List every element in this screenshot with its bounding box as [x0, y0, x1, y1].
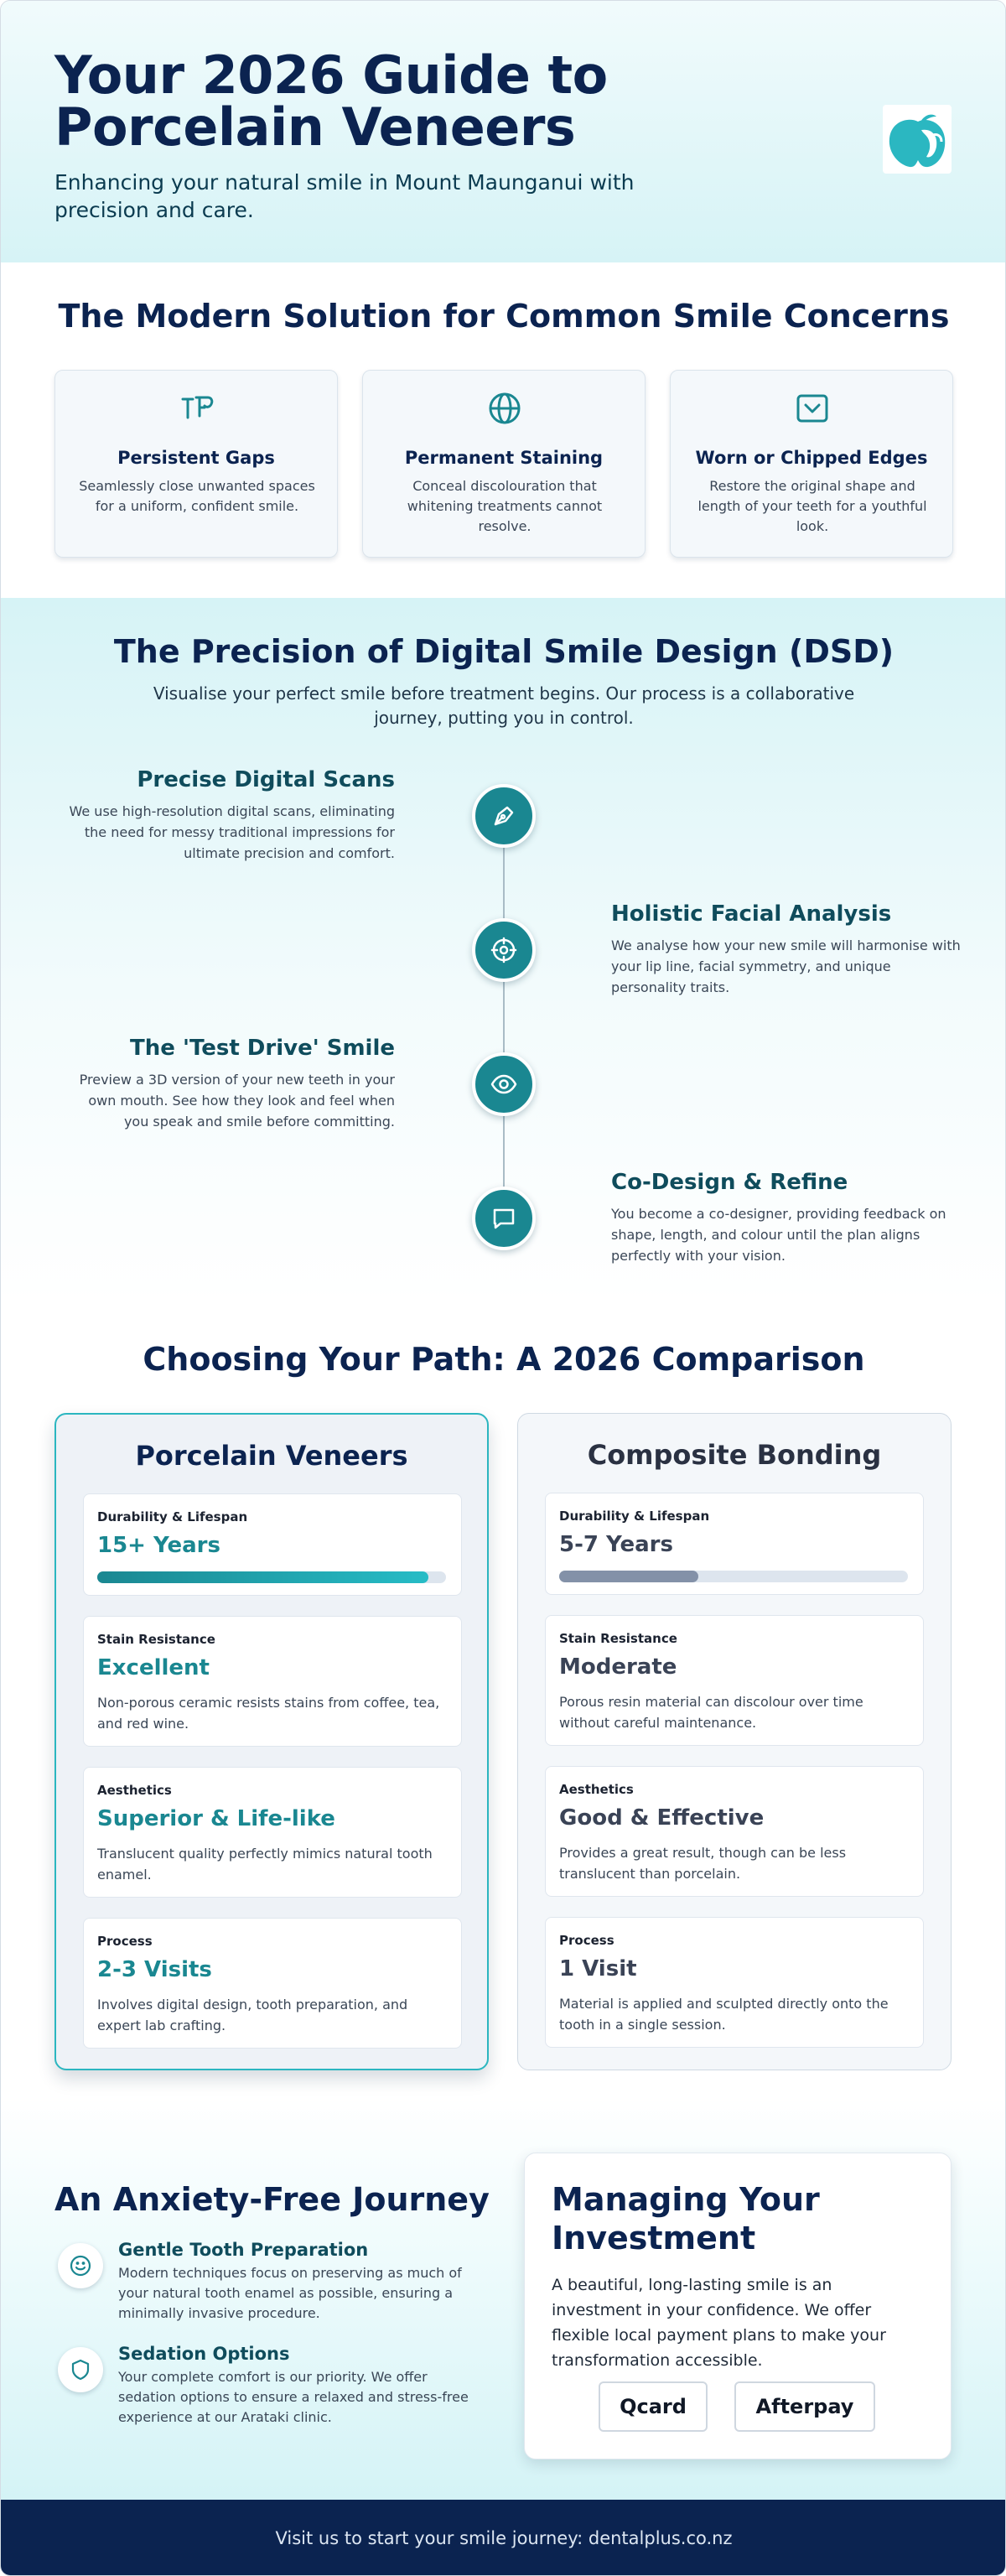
- journey-item-text: Your complete comfort is our priority. We offer sedation options to ensure a relaxed and stress-free experience at our Arataki clinic.: [118, 2369, 469, 2425]
- concern-text: Conceal discolouration that whitening treatments cannot resolve.: [407, 478, 603, 534]
- metric-durability: [545, 1493, 924, 1595]
- metric-label: Process: [559, 1933, 614, 1948]
- metric-value: Good & Effective: [559, 1805, 765, 1831]
- concern-title: Worn or Chipped Edges: [695, 448, 928, 468]
- hero-subtitle: Enhancing your natural smile in Mount Maunganui with precision and care.: [54, 170, 635, 222]
- dsd-section: [1, 598, 1006, 1302]
- concern-card-worn: [670, 370, 953, 558]
- investment-card: [524, 2153, 952, 2459]
- metric-process: [83, 1918, 462, 2049]
- smile-icon: [58, 2243, 103, 2288]
- page-title: Your 2026 Guide to Porcelain Veneers: [54, 44, 608, 158]
- concern-card-gaps: [54, 370, 338, 558]
- chevron-box-icon: [795, 391, 830, 426]
- tooth-logo-icon: [883, 105, 952, 174]
- journey-title: An Anxiety-Free Journey: [54, 2181, 490, 2218]
- step-text: Preview a 3D version of your new teeth in your own mouth. See how they look and feel when you speak and smile before committing.: [79, 1072, 395, 1130]
- metric-desc: Material is applied and sculpted directly onto the tooth in a single session.: [559, 1996, 889, 2033]
- concern-text: Restore the original shape and length of your teeth for a youthful look.: [697, 478, 927, 534]
- metric-label: Stain Resistance: [97, 1632, 215, 1647]
- durability-bar: [97, 1571, 446, 1583]
- metric-label: Stain Resistance: [559, 1631, 677, 1646]
- metric-desc: Porous resin material can discolour over time without careful maintenance.: [559, 1694, 863, 1731]
- investment-text: A beautiful, long-lasting smile is an investment in your confidence. We offer flexible local payment plans to make your transformation accessible.: [552, 2276, 886, 2370]
- dsd-title: The Precision of Digital Smile Design (DSD): [113, 633, 895, 670]
- metric-value: Moderate: [559, 1654, 677, 1680]
- step-title: Co-Design & Refine: [611, 1170, 848, 1195]
- metric-desc: Translucent quality perfectly mimics natural tooth enamel.: [97, 1846, 433, 1883]
- hero-section: [1, 1, 1006, 262]
- durability-bar-fill: [559, 1571, 698, 1582]
- metric-durability: [83, 1493, 462, 1596]
- metric-aesthetics: [545, 1766, 924, 1897]
- shield-icon: [58, 2347, 103, 2392]
- durability-bar: [559, 1571, 908, 1582]
- qcard-button[interactable]: Qcard: [599, 2381, 708, 2432]
- step-title: The 'Test Drive' Smile: [130, 1036, 395, 1061]
- metric-label: Aesthetics: [97, 1783, 172, 1798]
- durability-bar-fill: [97, 1571, 428, 1583]
- metric-label: Process: [97, 1934, 153, 1949]
- step-text: We use high-resolution digital scans, eliminating the need for messy traditional impressions for ultimate precision and comfort.: [69, 803, 395, 861]
- pen-nib-icon: [472, 784, 536, 848]
- veneers-card: [54, 1413, 489, 2070]
- bonding-title: Composite Bonding: [587, 1439, 882, 1471]
- timeline-line: [503, 808, 505, 1210]
- metric-label: Durability & Lifespan: [97, 1509, 248, 1524]
- chat-icon: [472, 1187, 536, 1250]
- metric-desc: Involves digital design, tooth preparation, and expert lab crafting.: [97, 1997, 408, 2033]
- metric-value: 5-7 Years: [559, 1532, 673, 1557]
- metric-value: Excellent: [97, 1655, 210, 1680]
- step-title: Precise Digital Scans: [137, 767, 395, 792]
- metric-label: Aesthetics: [559, 1782, 634, 1797]
- crosshair-icon: [472, 918, 536, 982]
- concerns-title: The Modern Solution for Common Smile Concerns: [58, 298, 950, 335]
- metric-stain-resistance: [545, 1615, 924, 1746]
- investment-title: Managing Your Investment: [552, 2181, 820, 2257]
- veneers-title: Porcelain Veneers: [135, 1440, 408, 1472]
- tooth-gap-icon: [179, 391, 215, 426]
- step-text: We analyse how your new smile will harmonise with your lip line, facial symmetry, and unique personality traits.: [611, 937, 961, 995]
- comparison-title: Choosing Your Path: A 2026 Comparison: [143, 1341, 865, 1378]
- metric-value: 2-3 Visits: [97, 1957, 212, 1982]
- metric-value: 15+ Years: [97, 1533, 220, 1558]
- concern-title: Permanent Staining: [404, 448, 604, 468]
- dsd-subtitle: Visualise your perfect smile before treatment begins. Our process is a collaborative journey, putting you in control.: [153, 683, 855, 728]
- footer-link[interactable]: Visit us to start your smile journey: dentalplus.co.nz: [275, 2528, 733, 2548]
- concern-text: Seamlessly close unwanted spaces for a uniform, confident smile.: [79, 478, 315, 514]
- bottom-section: [1, 2097, 1006, 2500]
- metric-value: Superior & Life-like: [97, 1806, 335, 1831]
- concern-title: Persistent Gaps: [117, 448, 275, 468]
- footer: [1, 2500, 1006, 2576]
- metric-desc: Provides a great result, though can be less translucent than porcelain.: [559, 1845, 847, 1882]
- globe-icon: [487, 391, 522, 426]
- concern-card-staining: [362, 370, 646, 558]
- metric-aesthetics: [83, 1767, 462, 1898]
- metric-process: [545, 1917, 924, 2048]
- metric-stain-resistance: [83, 1616, 462, 1747]
- afterpay-button[interactable]: Afterpay: [734, 2381, 875, 2432]
- metric-desc: Non-porous ceramic resists stains from coffee, tea, and red wine.: [97, 1695, 440, 1732]
- step-text: You become a co-designer, providing feedback on shape, length, and colour until the plan aligns perfectly with your vision.: [611, 1206, 946, 1264]
- journey-item-title: Sedation Options: [118, 2344, 290, 2364]
- eye-icon: [472, 1052, 536, 1116]
- journey-item-text: Modern techniques focus on preserving as much of your natural tooth enamel as possible, ensuring a minimally invasive procedure.: [118, 2265, 462, 2321]
- bonding-card: [517, 1413, 952, 2070]
- metric-value: 1 Visit: [559, 1956, 637, 1981]
- metric-label: Durability & Lifespan: [559, 1509, 710, 1524]
- step-title: Holistic Facial Analysis: [611, 901, 892, 927]
- journey-item-title: Gentle Tooth Preparation: [118, 2240, 369, 2260]
